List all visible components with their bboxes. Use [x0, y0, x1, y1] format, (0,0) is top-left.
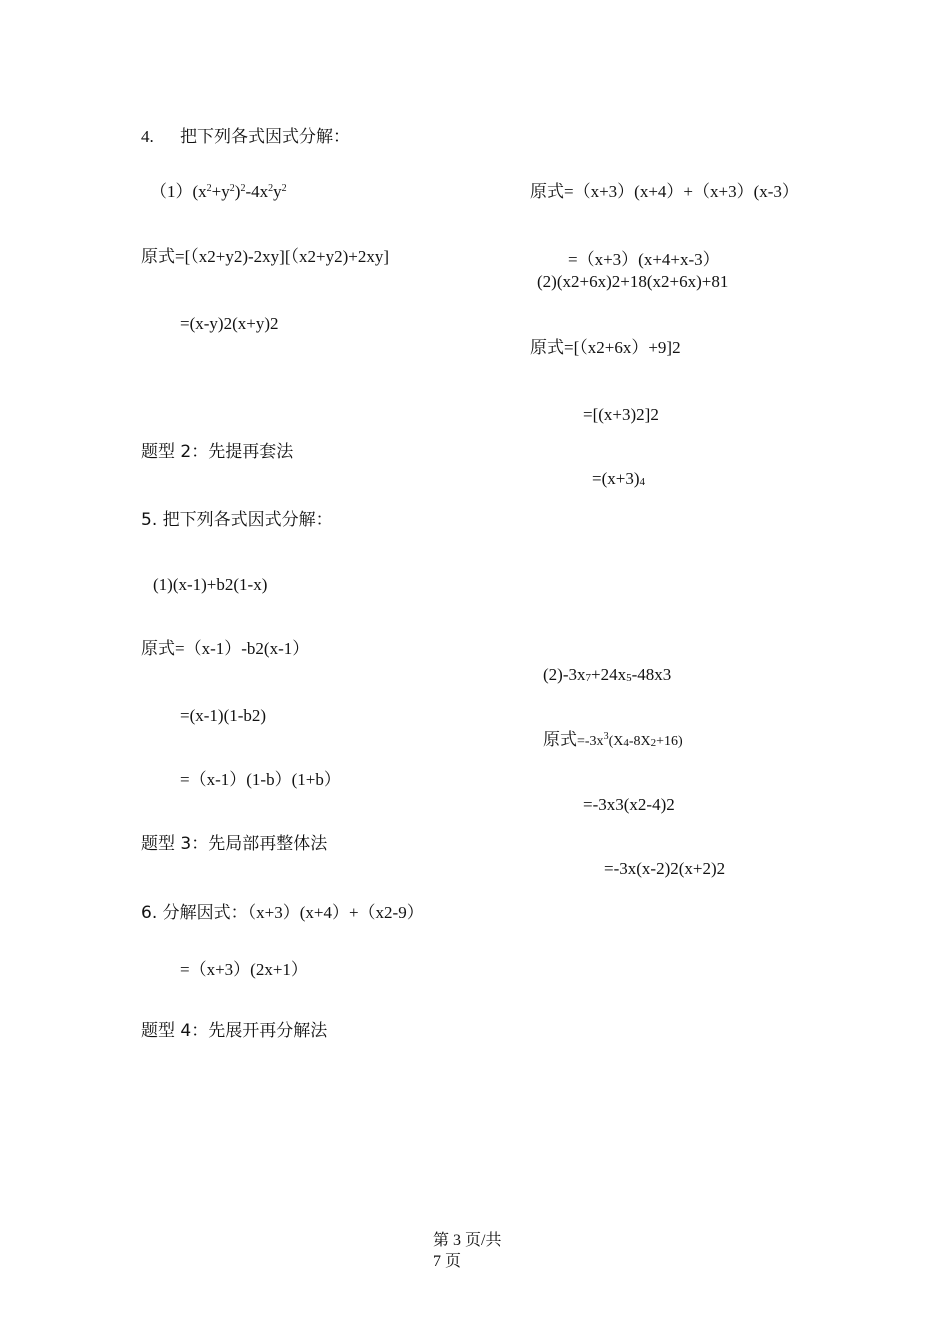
right-answer-line-2: =（x+3）(x+4+x-3） [568, 250, 720, 269]
question-5-1-expression: (1)(x-1)+b2(1-x) [153, 575, 268, 594]
right-answer-line-1: 原式=（x+3）(x+4）+（x+3）(x-3） [530, 182, 799, 202]
question-4-number: 4. [141, 127, 154, 146]
page-footer-line-1: 第 3 页/共 [433, 1232, 502, 1249]
question-4-2-answer: 原式=[（x2+6x）+9]2 [530, 338, 681, 358]
question-5-2-answer: 原式$=-3x^3(X_4-8X_2+16)$ [543, 730, 683, 750]
question-4-1-answer: 原式=[（x2+y2)-2xy][（x2+y2)+2xy] [141, 247, 389, 267]
question-5-1-step-3: =（x-1）(1-b）(1+b） [180, 770, 341, 789]
question-4-1-step-2: =(x-y)2(x+y)2 [180, 314, 279, 333]
page-footer-line-2: 7 页 [433, 1253, 462, 1270]
section-heading-type-4: 题型 4：先展开再分解法 [141, 1021, 328, 1041]
question-5-2-step-2: =-3x3(x2-4)2 [583, 795, 675, 814]
question-4-2-step-3: $=(x+3)_4$ [592, 469, 645, 488]
question-4-2-expression: (2)(x2+6x)2+18(x2+6x)+81 [537, 272, 729, 291]
question-5-1-answer: 原式=（x-1）-b2(x-1） [141, 639, 310, 659]
question-6-answer: =（x+3）(2x+1） [180, 960, 308, 979]
question-4-prompt: 把下列各式因式分解： [180, 127, 350, 147]
question-5-2-step-3: =-3x(x-2)2(x+2)2 [604, 859, 726, 878]
section-heading-type-2: 题型 2：先提再套法 [141, 442, 294, 462]
question-5-1-step-2: =(x-1)(1-b2) [180, 706, 267, 725]
question-5-prompt: 5. 把下列各式因式分解： [141, 510, 333, 530]
question-6-prompt: 6. 分解因式：（x+3）(x+4）+（x2-9） [141, 903, 424, 923]
question-4-1-expression: $(1)(x^2+y^2)^2-4x^2y^2$ [150, 182, 287, 201]
section-heading-type-3: 题型 3：先局部再整体法 [141, 834, 328, 854]
question-5-2-expression: $(2)-3x_7+24x_5-48x3$ [543, 665, 672, 684]
question-4-2-step-2: =[(x+3)2]2 [583, 405, 659, 424]
